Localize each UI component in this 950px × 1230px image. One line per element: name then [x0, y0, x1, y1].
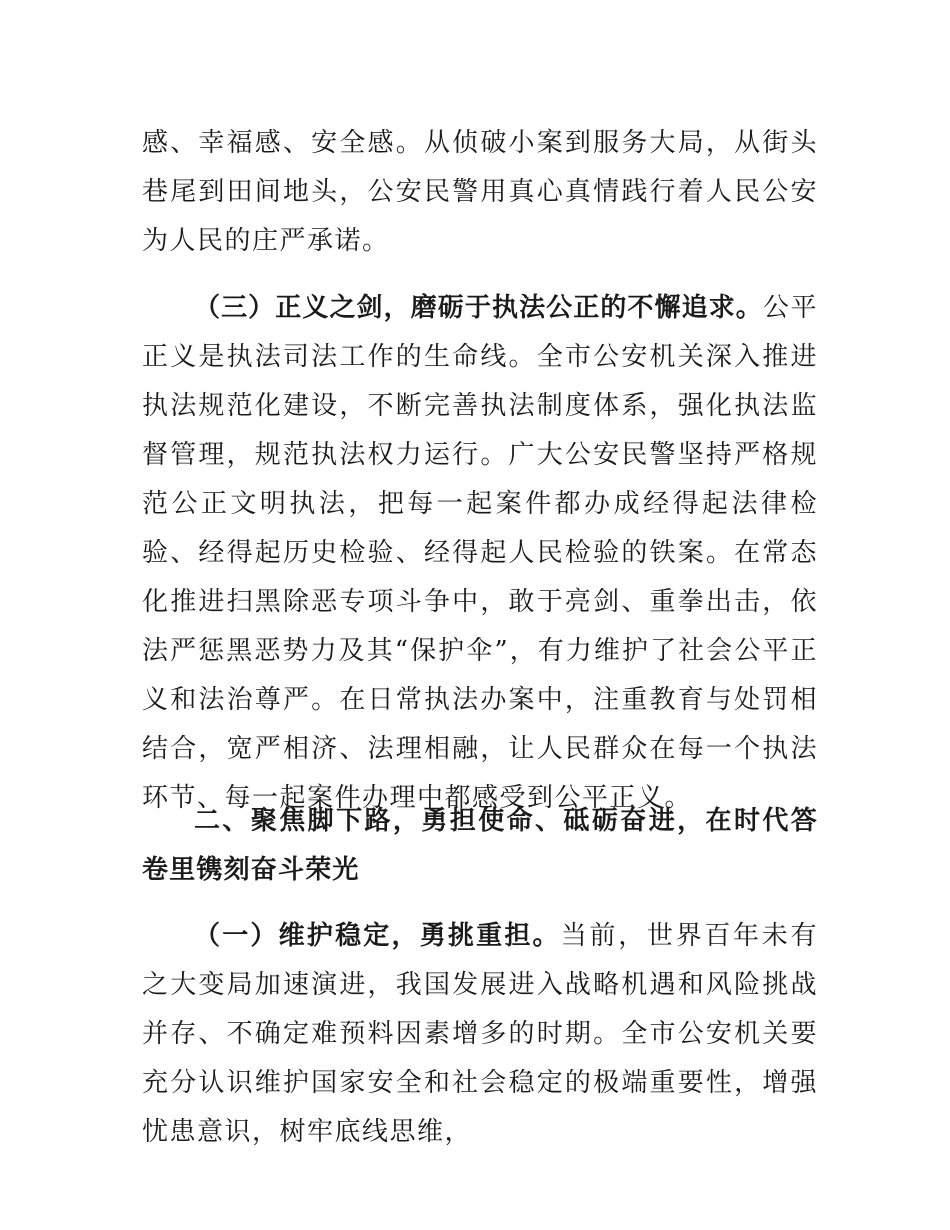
paragraph-2-text: 公平正义是执法司法工作的生命线。全市公安机关深入推进执法规范化建设，不断完善执法制度体系，强化执法监督管理，规范执法权力运行。广大公安民警坚持严格规范公正文明执法，把每一起案件都办成经得起法律检验、经得起历史检验、经得起人民检验的铁案。在常态化推进扫黑除恶专项斗争中，敢于亮剑、重拳出击，依法严惩黑恶势力及其“保护伞”，有力维护了社会公平正义和法治尊严。在日常执法办案中，注重教育与处罚相结合，宽严相济、法理相融，让人民群众在每一个执法环节、每一起案件办理中都感受到公平正义。	[142, 293, 818, 813]
paragraph-4-lead: （一）维护稳定，勇挑重担。	[194, 921, 561, 951]
paragraph-2	[142, 284, 818, 823]
section-heading-text: 二、聚焦脚下路，勇担使命、砥砺奋进，在时代答卷里镌刻奋斗荣光	[142, 806, 818, 885]
paragraph-4	[142, 912, 818, 1157]
paragraph-4-text: 当前，世界百年未有之大变局加速演进，我国发展进入战略机遇和风险挑战并存、不确定难预料因素增多的时期。全市公安机关要充分认识维护国家安全和社会稳定的极端重要性，增强忧患意识，树牢底线思维，	[142, 921, 818, 1147]
paragraph-1-text: 感、幸福感、安全感。从侦破小案到服务大局，从街头巷尾到田间地头，公安民警用真心真情践行着人民公安为人民的庄严承诺。	[142, 128, 818, 256]
paragraph-2-lead: （三）正义之剑，磨砺于执法公正的不懈追求。	[194, 293, 763, 323]
section-heading	[142, 797, 818, 895]
paragraph-1	[142, 119, 818, 266]
